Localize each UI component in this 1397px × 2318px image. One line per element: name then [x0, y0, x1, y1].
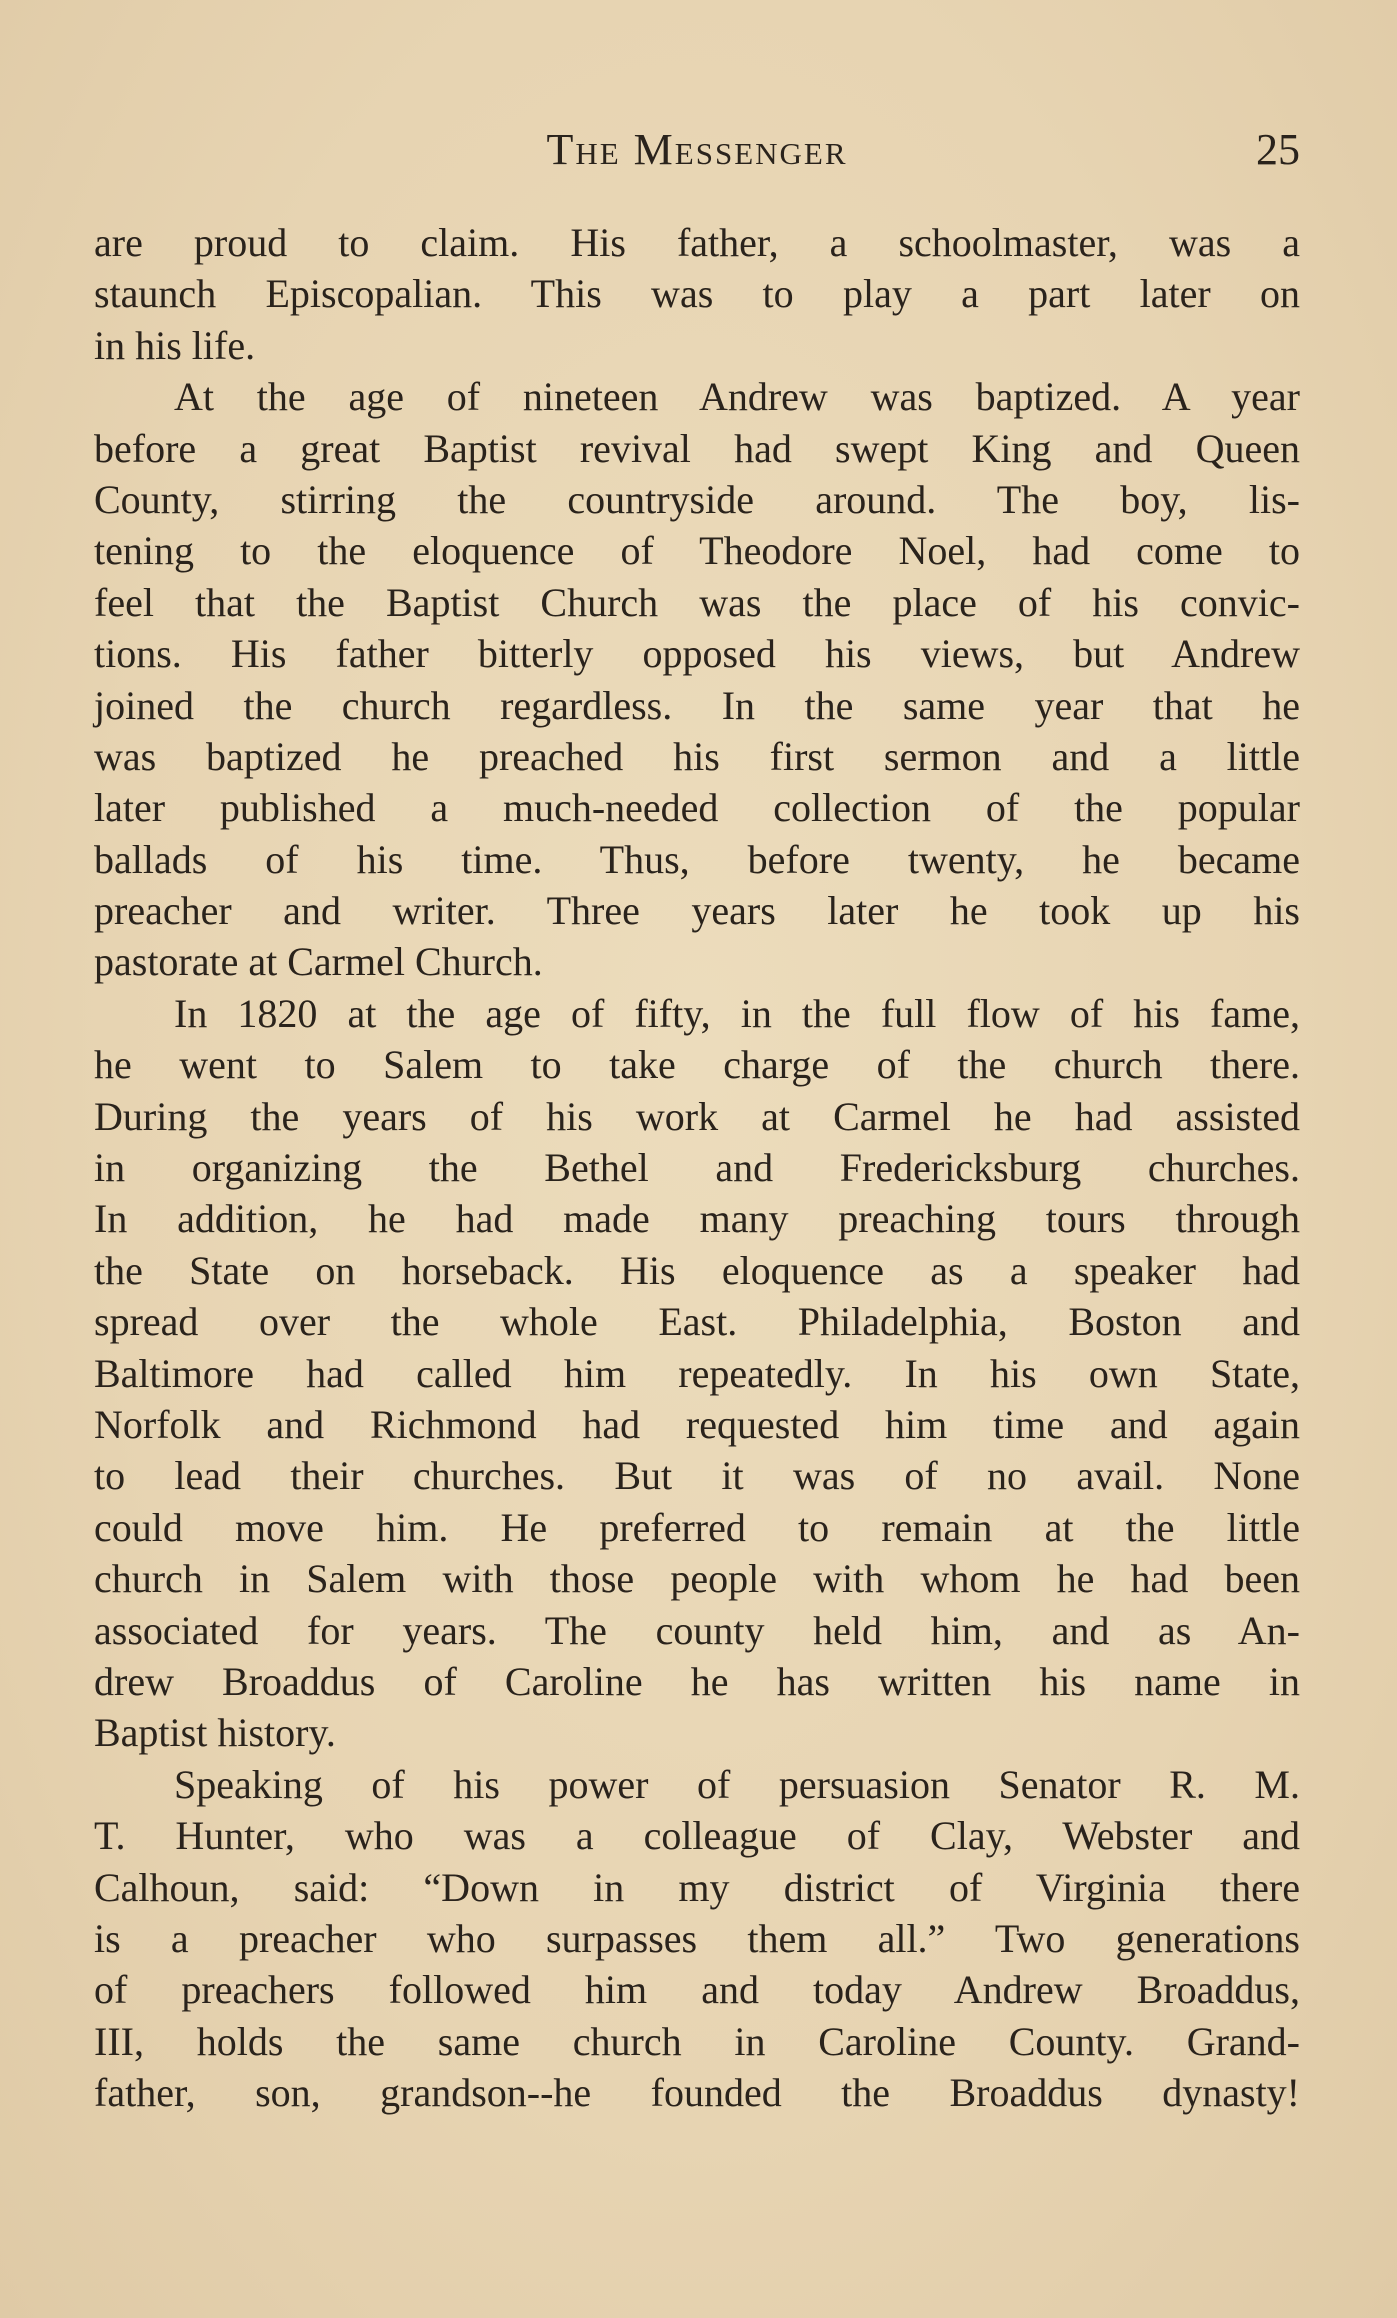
text-line: of preachers followed him and today Andrew Broaddus,	[94, 1967, 1300, 2013]
text-line: ballads of his time. Thus, before twenty, he became	[94, 836, 1300, 882]
text-line: At the age of nineteen Andrew was baptized. A year	[174, 374, 1300, 420]
paragraph	[94, 988, 1300, 1759]
page-header	[94, 120, 1300, 180]
text-line: During the years of his work at Carmel he had assisted	[94, 1093, 1300, 1139]
text-line: is a preacher who surpasses them all.” Two generations	[94, 1915, 1300, 1961]
text-line: County, stirring the countryside around. The boy, lis-	[94, 476, 1300, 522]
text-line: Speaking of his power of persuasion Senator R. M.	[174, 1761, 1300, 1807]
text-line: before a great Baptist revival had swept King and Queen	[94, 425, 1300, 471]
text-line: the State on horseback. His eloquence as a speaker had	[94, 1247, 1300, 1293]
running-title: The Messenger	[546, 125, 848, 174]
text-line: preacher and writer. Three years later he took up his	[94, 888, 1300, 934]
page-number: 25	[1256, 125, 1300, 174]
text-line: was baptized he preached his first sermon and a little	[94, 733, 1300, 779]
text-line: Baptist history.	[94, 1710, 336, 1756]
text-line: later published a much-needed collection of the popular	[94, 785, 1300, 831]
text-line: father, son, grandson--he founded the Broaddus dynasty!	[94, 2070, 1300, 2116]
text-line: III, holds the same church in Caroline County. Grand-	[94, 2018, 1300, 2064]
text-line: tening to the eloquence of Theodore Noel, had come to	[94, 528, 1300, 574]
text-line: to lead their churches. But it was of no avail. None	[94, 1453, 1300, 1499]
text-line: associated for years. The county held him, and as An-	[94, 1607, 1300, 1653]
text-line: drew Broaddus of Caroline he has written his name in	[94, 1658, 1300, 1704]
text-line: tions. His father bitterly opposed his views, but Andrew	[94, 631, 1300, 677]
text-line: spread over the whole East. Philadelphia, Boston and	[94, 1299, 1300, 1345]
text-line: are proud to claim. His father, a schoolmaster, was a	[94, 220, 1300, 265]
text-line: In 1820 at the age of fifty, in the full flow of his fame,	[174, 990, 1300, 1036]
text-line: could move him. He preferred to remain at the little	[94, 1504, 1300, 1550]
text-line: he went to Salem to take charge of the church there.	[94, 1042, 1300, 1088]
text-line: church in Salem with those people with whom he had been	[94, 1556, 1300, 1602]
text-line: Calhoun, said: “Down in my district of Virginia there	[94, 1864, 1300, 1910]
text-line: Norfolk and Richmond had requested him time and again	[94, 1401, 1300, 1447]
text-line: in organizing the Bethel and Fredericksburg churches.	[94, 1145, 1300, 1191]
text-line: T. Hunter, who was a colleague of Clay, Webster and	[94, 1813, 1300, 1859]
text-line: feel that the Baptist Church was the place of his convic-	[94, 579, 1300, 625]
paragraph	[94, 217, 1300, 371]
text-line: staunch Episcopalian. This was to play a part later on	[94, 271, 1300, 317]
text-line: in his life.	[94, 322, 256, 368]
text-line: Baltimore had called him repeatedly. In his own State,	[94, 1350, 1300, 1396]
text-line: joined the church regardless. In the same year that he	[94, 682, 1300, 728]
text-line: pastorate at Carmel Church.	[94, 939, 543, 985]
text-line: In addition, he had made many preaching tours through	[94, 1196, 1300, 1242]
paragraph	[94, 1759, 1300, 2119]
paragraph	[94, 371, 1300, 988]
body-text	[94, 217, 1300, 2118]
